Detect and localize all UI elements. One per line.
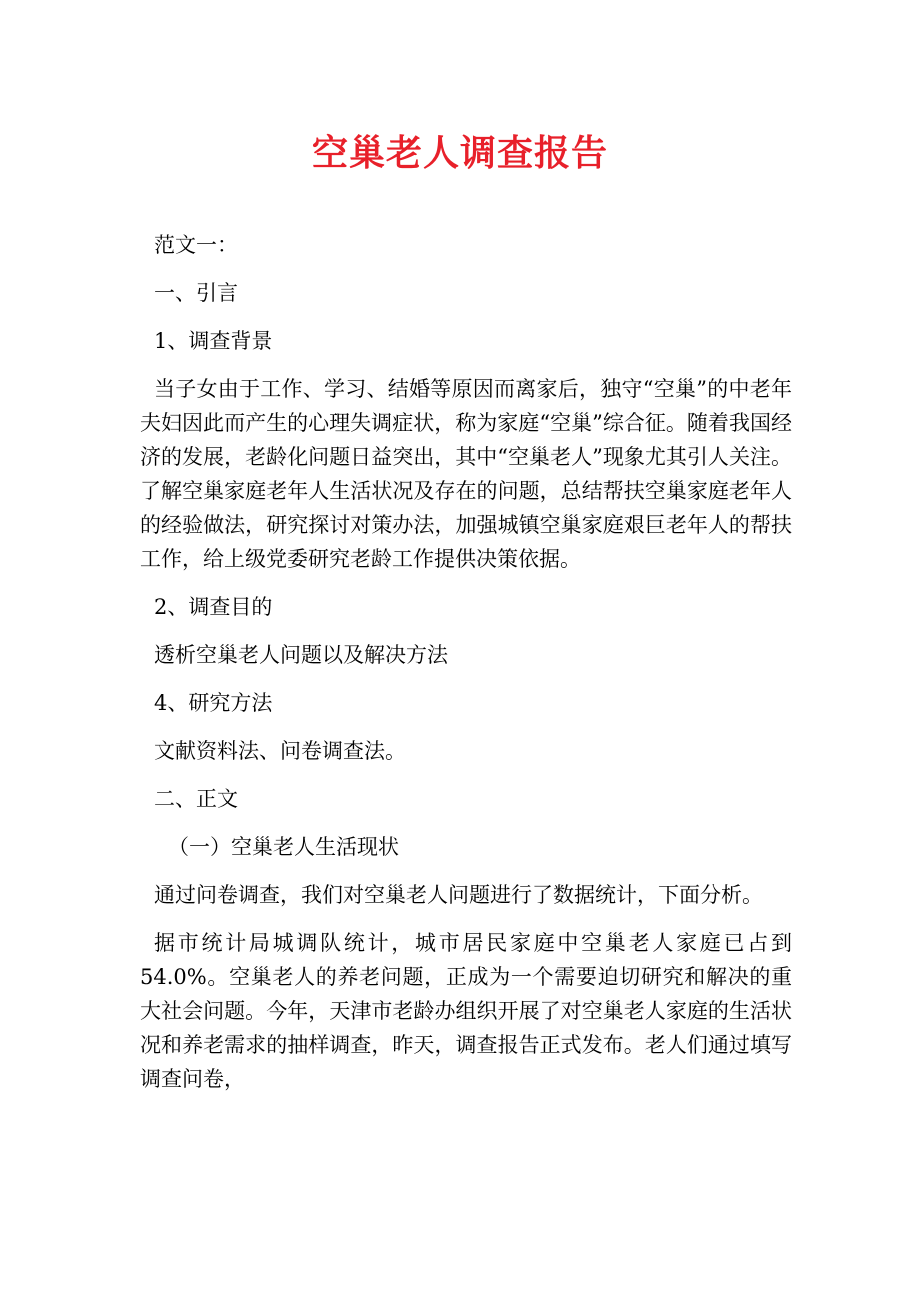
heading-background: 1、调查背景	[154, 329, 273, 353]
heading-introduction: 一、引言	[154, 281, 238, 305]
paragraph-sample-label: 范文一：	[154, 233, 238, 257]
paragraph-survey-intro: 通过问卷调查，我们对空巢老人问题进行了数据统计，下面分析。	[154, 883, 763, 907]
document-body	[140, 228, 792, 1110]
paragraph-statistics: 据市统计局城调队统计，城市居民家庭中空巢老人家庭已占到54.0%。空巢老人的养老问题，正成为一个需要迫切研究和解决的重大社会问题。今年，天津市老龄办组织开展了对空巢老人家庭的生活状况和养老需求的抽样调查，昨天，调查报告正式发布。老人们通过填写调查问卷，	[140, 931, 792, 1091]
heading-purpose: 2、调查目的	[154, 595, 273, 619]
heading-method: 4、研究方法	[154, 691, 273, 715]
paragraph-purpose: 透析空巢老人问题以及解决方法	[154, 643, 448, 667]
document-title: 空巢老人调查报告	[311, 133, 608, 174]
heading-living-status: （一）空巢老人生活现状	[168, 835, 399, 859]
heading-main-text: 二、正文	[154, 787, 238, 811]
paragraph-method: 文献资料法、问卷调查法。	[154, 739, 406, 763]
paragraph-background: 当子女由于工作、学习、结婚等原因而离家后，独守“空巢”的中老年夫妇因此而产生的心理失调症状，称为家庭“空巢”综合征。随着我国经济的发展，老龄化问题日益突出，其中“空巢老人”现象尤其引人关注。了解空巢家庭老年人生活状况及存在的问题，总结帮扶空巢家庭老年人的经验做法，研究探讨对策办法，加强城镇空巢家庭艰巨老年人的帮扶工作，给上级党委研究老龄工作提供决策依据。	[140, 377, 792, 571]
